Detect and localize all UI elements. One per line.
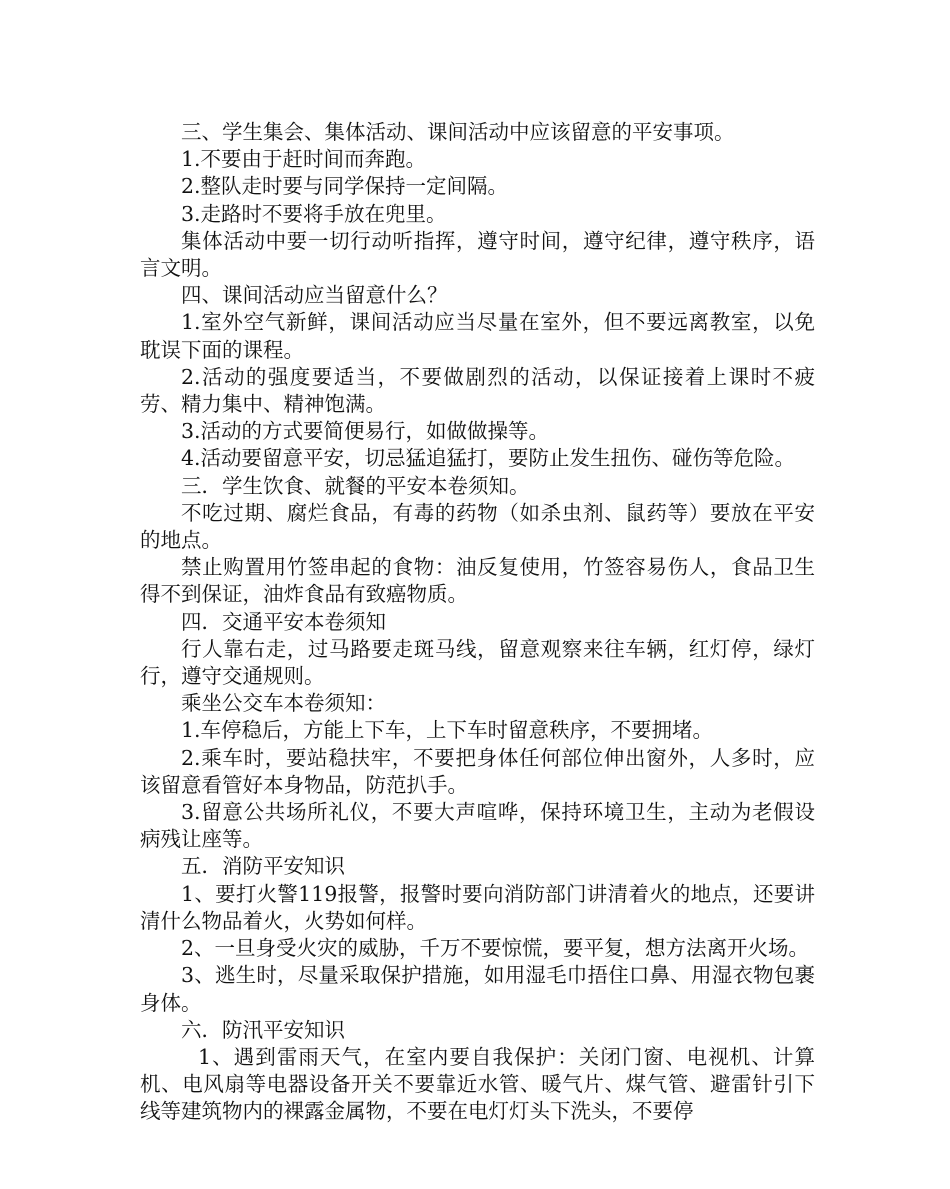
heading-flood-safety: 六．防汛平安知识 [181,1017,345,1042]
body-paragraph: 集体活动中要一切行动听指挥，遵守时间，遵守纪律，遵守秩序，语言文明。 [140,228,815,281]
heading-food-safety: 三．学生饮食、就餐的平安本卷须知。 [181,473,530,498]
body-paragraph: 行人靠右走，过马路要走斑马线，留意观察来往车辆，红灯停，绿灯行，遵守交通规则。 [140,636,815,689]
list-item: 4.活动要留意平安，切忌猛追猛打，要防止发生扭伤、碰伤等危险。 [181,446,796,471]
list-item: 1.室外空气新鲜，课间活动应当尽量在室外，但不要远离教室，以免耽误下面的课程。 [140,310,815,362]
list-item: 2、一旦身受火灾的威胁，千万不要惊慌，要平复，想方法离开火场。 [181,936,810,961]
list-item: 2.整队走时要与同学保持一定间隔。 [181,174,509,199]
list-item: 2.活动的强度要适当，不要做剧烈的活动，以保证接着上课时不疲劳、精力集中、精神饱满。 [140,364,815,417]
list-item: 1、遇到雷雨天气，在室内要自我保护：关闭门窗、电视机、计算机、电风扇等电器设备开关不要靠近水管、暖气片、煤气管、避雷针引下线等建筑物内的裸露金属物，不要在电灯灯头下洗头，不要停 [140,1044,815,1124]
heading-assembly-safety: 三、学生集会、集体活动、课间活动中应该留意的平安事项。 [181,120,735,144]
list-item: 3.活动的方式要简便易行，如做做操等。 [181,419,550,444]
list-item: 2.乘车时，要站稳扶牢，不要把身体任何部位伸出窗外，人多时，应该留意看管好本身物品，防范扒手。 [140,745,815,797]
list-item: 1.不要由于赶时间而奔跑。 [181,147,427,172]
heading-break-activities: 四、课间活动应当留意什么？ [181,283,448,308]
list-item: 3、逃生时，尽量采取保护措施，如用湿毛巾捂住口鼻、用湿衣物包裹身体。 [140,963,815,1015]
document-page [140,119,815,1126]
list-item: 3.走路时不要将手放在兜里。 [181,201,447,226]
body-paragraph: 不吃过期、腐烂食品，有毒的药物（如杀虫剂、鼠药等）要放在平安的地点。 [140,500,815,553]
list-item: 1.车停稳后，方能上下车，上下车时留意秩序，不要拥堵。 [181,718,714,743]
list-item: 3.留意公共场所礼仪，不要大声喧哗，保持环境卫生，主动为老假设病残让座等。 [140,800,815,852]
heading-fire-safety: 五．消防平安知识 [181,854,345,879]
subheading-bus-notes: 乘坐公交车本卷须知： [181,691,386,716]
heading-traffic-safety: 四．交通平安本卷须知 [181,609,386,634]
list-item: 1、要打火警119报警，报警时要向消防部门讲清着火的地点，还要讲清什么物品着火，火势如何样。 [140,881,815,933]
body-paragraph: 禁止购置用竹签串起的食物：油反复使用，竹签容易伤人，食品卫生得不到保证，油炸食品有致癌物质。 [140,555,815,607]
